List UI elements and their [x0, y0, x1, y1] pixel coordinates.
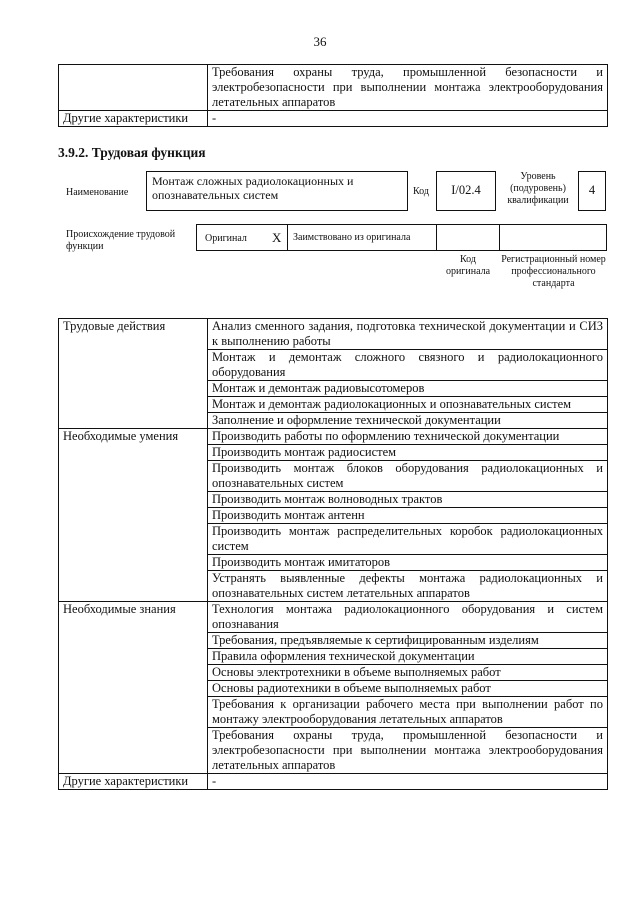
section-item: Производить монтаж распределительных коробок радиолокационных систем [208, 524, 608, 555]
section-item: Требования охраны труда, промышленной безопасности и электробезопасности при выполнении монтажа электрооборудования летательных аппаратов [208, 728, 608, 774]
table-row [59, 111, 608, 127]
other-characteristics-label: Другие характеристики [59, 774, 208, 790]
section-item: Правила оформления технической документации [208, 649, 608, 665]
code-value: I/02.4 [451, 183, 481, 197]
section-item: Технология монтажа радиолокационного оборудования и систем опознавания [208, 602, 608, 633]
table-row [59, 774, 608, 790]
section-item: Производить монтаж волноводных трактов [208, 492, 608, 508]
original-code-caption: Код оригинала [445, 254, 491, 277]
section-item: Устранять выявленные дефекты монтажа радиолокационных и опознавательных систем летательных аппаратов [208, 571, 608, 602]
page-number: 36 [313, 34, 327, 49]
table-row [59, 429, 608, 445]
other-characteristics-label: Другие характеристики [59, 111, 208, 127]
top-continuation-table [58, 64, 608, 127]
section-item: Производить работы по оформлению технической документации [208, 429, 608, 445]
code-box [436, 171, 496, 211]
function-name-value: Монтаж сложных радиолокационных и опознавательных систем [152, 174, 354, 202]
borrowed-box [287, 224, 437, 251]
section-item: Производить монтаж имитаторов [208, 555, 608, 571]
table-row [59, 602, 608, 633]
other-characteristics-value: - [208, 774, 608, 790]
empty-cell [59, 65, 208, 111]
table-row [59, 319, 608, 350]
section-item: Требования к организации рабочего места при выполнении работ по монтажу электрооборудования летательных аппаратов [208, 697, 608, 728]
section-item: Производить монтаж антенн [208, 508, 608, 524]
level-label: Уровень (подуровень) квалификации [507, 171, 569, 206]
section-item: Производить монтаж блоков оборудования радиолокационных и опознавательных систем [208, 461, 608, 492]
borrowed-label: Заимствовано из оригинала [293, 232, 411, 243]
section-item: Анализ сменного задания, подготовка технической документации и СИЗ к выполнению работы [208, 319, 608, 350]
original-label: Оригинал [205, 233, 247, 244]
origin-label: Происхождение трудовой функции [66, 229, 176, 252]
section-item: Монтаж и демонтаж сложного связного и радиолокационного оборудования [208, 350, 608, 381]
section-item: Производить монтаж радиосистем [208, 445, 608, 461]
registration-number-caption: Регистрационный номер профессионального стандарта [501, 254, 606, 289]
knowledge-cell: Требования охраны труда, промышленной безопасности и электробезопасности при выполнении монтажа электрооборудования летательных аппаратов [208, 65, 608, 111]
code-label: Код [413, 186, 429, 197]
section-item: Требования, предъявляемые к сертифицированным изделиям [208, 633, 608, 649]
other-characteristics-value: - [208, 111, 608, 127]
original-mark: X [272, 230, 282, 245]
section-label: Необходимые знания [59, 602, 208, 774]
section-item: Основы радиотехники в объеме выполняемых работ [208, 681, 608, 697]
table-row [59, 65, 608, 111]
section-label: Трудовые действия [59, 319, 208, 429]
section-item: Монтаж и демонтаж радиовысотомеров [208, 381, 608, 397]
level-value: 4 [588, 183, 596, 197]
section-heading: 3.9.2. Трудовая функция [58, 145, 206, 160]
original-code-box [436, 224, 500, 251]
level-box [578, 171, 606, 211]
section-item: Заполнение и оформление технической документации [208, 413, 608, 429]
name-label: Наименование [66, 187, 129, 198]
function-name-box [146, 171, 408, 211]
labor-function-table [58, 318, 608, 790]
section-item: Монтаж и демонтаж радиолокационных и опознавательных систем [208, 397, 608, 413]
registration-number-box [499, 224, 607, 251]
original-box [196, 224, 288, 251]
section-label: Необходимые умения [59, 429, 208, 602]
section-item: Основы электротехники в объеме выполняемых работ [208, 665, 608, 681]
